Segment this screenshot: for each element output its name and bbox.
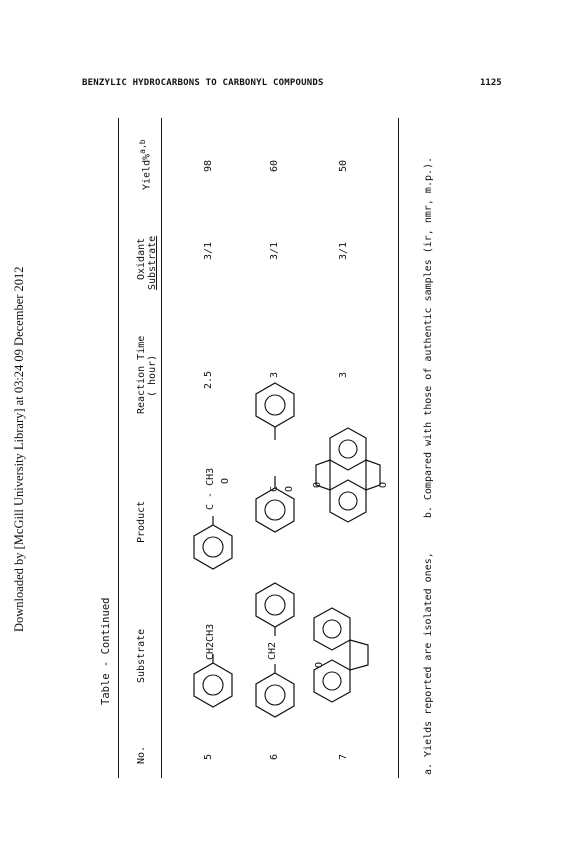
row5-yield: 98: [203, 159, 214, 172]
header-yield: [138, 139, 152, 190]
row7-product-oxygen-right: O: [378, 481, 389, 488]
download-notice: Downloaded by [McGill University Library] at 03:24 09 December 2012: [12, 266, 26, 632]
page-number: 1125: [480, 78, 502, 88]
row6-no: 6: [269, 753, 280, 760]
row7-product-oxygen-left: O: [312, 481, 323, 488]
row5-product-label: C - CH3: [205, 467, 216, 510]
header-yield-sup: a,b: [138, 139, 147, 154]
footnote: [423, 157, 434, 775]
table-bottom-rule: [398, 118, 399, 778]
header-product: Product: [136, 500, 147, 543]
anthrone-structure: [312, 600, 382, 710]
row6-yield: 60: [269, 159, 280, 172]
anthraquinone-structure: [312, 420, 392, 530]
row7-substrate-oxygen: O: [314, 661, 325, 668]
tricyclic-ring-icon: [312, 420, 392, 530]
header-oxidant-line2: Substrate: [147, 235, 158, 290]
header-no: No.: [136, 745, 147, 764]
row6-product-oxygen: O: [284, 485, 295, 492]
table-caption: Table - Continued: [100, 597, 112, 705]
table-top-rule: [118, 118, 119, 778]
footnote-a: a. Yields reported are isolated ones,: [423, 552, 434, 775]
row6-substrate-label: CH2: [267, 641, 278, 660]
tricyclic-ring-icon: [312, 600, 382, 710]
row5-substrate-label: CH2CH3: [205, 623, 216, 660]
row5-product-oxygen: O: [220, 477, 231, 484]
row6-product-label: C: [269, 485, 280, 492]
row7-ratio: 3/1: [338, 241, 349, 260]
table-header-rule: [161, 118, 162, 778]
row5-time: 2.5: [203, 370, 214, 389]
row7-no: 7: [338, 753, 349, 760]
row6-ratio: 3/1: [269, 241, 280, 260]
header-yield-base: Yield%: [141, 153, 153, 190]
footnote-b: b. Compared with those of authentic samples (ir, nmr, m.p.).: [423, 156, 434, 519]
benzophenone-structure: [250, 380, 300, 540]
header-substrate: Substrate: [136, 628, 147, 683]
row6-time: 3: [269, 371, 280, 378]
row5-no: 5: [203, 753, 214, 760]
running-head-title: BENZYLIC HYDROCARBONS TO CARBONYL COMPOUNDS: [82, 78, 324, 88]
header-time-line2: ( hour): [147, 354, 158, 397]
row5-ratio: 3/1: [203, 241, 214, 260]
row7-yield: 50: [338, 159, 349, 172]
two-benzene-rings-icon: [250, 380, 300, 540]
header-oxidant-line1: Oxidant: [136, 237, 147, 280]
row7-time: 3: [338, 371, 349, 378]
header-time-line1: Reaction Time: [136, 335, 147, 414]
